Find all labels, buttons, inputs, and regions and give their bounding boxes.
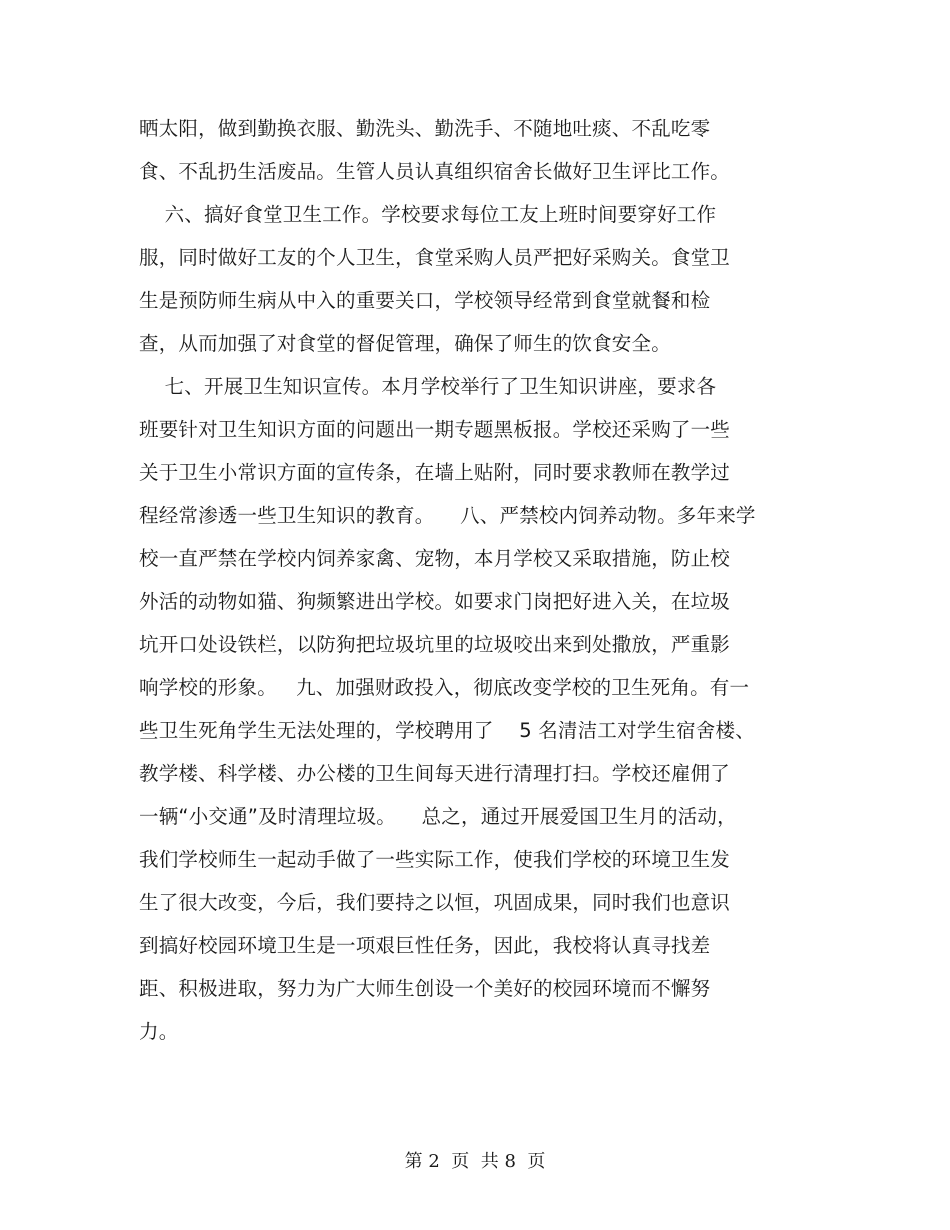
body-text-line: 力。 [139, 1020, 179, 1043]
body-text-line: 生是预防师生病从中入的重要关口，学校领导经常到食堂就餐和检 [139, 289, 711, 312]
body-text-line: 生了很大改变，今后，我们要持之以恒，巩固成果，同时我们也意识 [139, 891, 731, 914]
body-text-line: 外活的动物如猫、狗频繁进出学校。如要求门岗把好进入关，在垃圾 [139, 590, 731, 613]
body-text-line: 程经常渗透一些卫生知识的教育。 八、严禁校内饲养动物。多年来学 [139, 504, 756, 527]
body-text-line: 校一直严禁在学校内饲养家禽、宠物，本月学校又采取措施，防止校 [139, 547, 731, 570]
body-text-line: 响学校的形象。 九、加强财政投入，彻底改变学校的卫生死角。有一 [139, 676, 750, 699]
body-text-line: 服，同时做好工友的个人卫生，食堂采购人员严把好采购关。食堂卫 [139, 246, 731, 269]
body-text-line: 食、不乱扔生活废品。生管人员认真组织宿舍长做好卫生评比工作。 [139, 160, 731, 183]
body-text-line: 七、开展卫生知识宣传。本月学校举行了卫生知识讲座，要求各 [139, 375, 717, 398]
body-text-line: 到搞好校园环境卫生是一项艰巨性任务，因此，我校将认真寻找差 [139, 934, 711, 957]
body-text-line: 距、积极进取，努力为广大师生创设一个美好的校园环境而不懈努 [139, 977, 711, 1000]
body-text-line: 查，从而加强了对食堂的督促管理，确保了师生的饮食安全。 [139, 332, 671, 355]
page-number-footer: 第 2 页 共 8 页 [404, 1151, 546, 1172]
body-text-line: 些卫生死角学生无法处理的，学校聘用了 5 名清洁工对学生宿舍楼、 [139, 719, 755, 742]
body-text-line: 教学楼、科学楼、办公楼的卫生间每天进行清理打扫。学校还雇佣了 [139, 762, 731, 785]
body-text-line: 一辆“小交通”及时清理垃圾。 总之，通过开展爱国卫生月的活动， [139, 805, 737, 828]
body-text-line: 班要针对卫生知识方面的问题出一期专题黑板报。学校还采购了一些 [139, 418, 731, 441]
body-text-line: 关于卫生小常识方面的宣传条，在墙上贴附，同时要求教师在教学过 [139, 461, 731, 484]
body-text-line: 六、搞好食堂卫生工作。学校要求每位工友上班时间要穿好工作 [139, 203, 717, 226]
body-text-line: 晒太阳，做到勤换衣服、勤洗头、勤洗手、不随地吐痰、不乱吃零 [139, 117, 711, 140]
body-text-line: 我们学校师生一起动手做了一些实际工作，使我们学校的环境卫生发 [139, 848, 731, 871]
body-text-line: 坑开口处设铁栏，以防狗把垃圾坑里的垃圾咬出来到处撒放，严重影 [139, 633, 731, 656]
